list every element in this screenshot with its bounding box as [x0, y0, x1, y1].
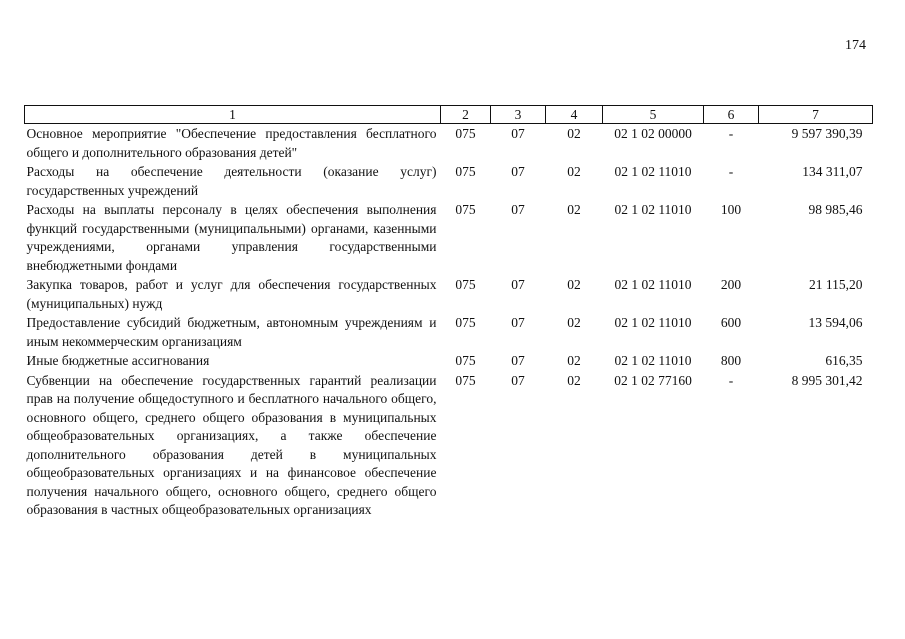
header-col-3: 3: [491, 106, 546, 124]
row-vr: 200: [720, 277, 742, 292]
row-rz: 07: [511, 277, 525, 292]
row-pr: 02: [567, 353, 581, 368]
table-row: [25, 162, 873, 200]
row-sum: 8 995 301,42: [791, 372, 863, 388]
table-row: [25, 275, 873, 313]
table-row: [25, 124, 873, 163]
row-rz: 07: [511, 353, 525, 368]
header-col-1: 1: [25, 106, 441, 124]
row-vr: -: [728, 164, 734, 179]
row-name: Субвенции на обеспечение государственных гарантий реализации прав на получение общедоступного и бесплатного начального общего, основного общего, среднего общего образования в муниципальных общеобразовательных организациях, а также обеспечение дополнительного образования детей в муниципальных общеобразовательных организациях и на финансовое обеспечение получения начального общего, основного общего, среднего общего образования в частных общеобразовательных организациях: [26, 372, 437, 517]
header-col-7: 7: [759, 106, 873, 124]
header-col-4: 4: [546, 106, 603, 124]
row-pr: 02: [567, 315, 581, 330]
row-name: Основное мероприятие "Обеспечение предоставления бесплатного общего и дополнительного образования детей": [26, 126, 437, 160]
row-name: Иные бюджетные ассигнования: [26, 353, 210, 368]
row-name: Закупка товаров, работ и услуг для обеспечения государственных (муниципальных) нужд: [26, 277, 437, 311]
table-row: [25, 371, 873, 520]
row-gr: 075: [455, 202, 476, 217]
row-pr: 02: [567, 164, 581, 179]
header-col-5: 5: [603, 106, 704, 124]
row-sum: 616,35: [825, 353, 863, 368]
row-rz: 07: [511, 126, 525, 141]
table-row: [25, 351, 873, 371]
header-col-2: 2: [441, 106, 491, 124]
row-sum: 21 115,20: [809, 277, 863, 292]
row-sum: 98 985,46: [808, 202, 863, 217]
row-gr: 075: [455, 277, 476, 292]
header-col-6: 6: [704, 106, 759, 124]
row-pr: 02: [567, 277, 581, 292]
table-row: [25, 313, 873, 351]
row-cs: 02 1 02 11010: [614, 202, 692, 217]
row-cs: 02 1 02 11010: [614, 277, 692, 292]
row-vr: 600: [720, 315, 742, 330]
row-cs: 02 1 02 11010: [614, 315, 692, 330]
header-row: [25, 106, 873, 124]
row-vr: -: [728, 372, 734, 388]
row-sum: 134 311,07: [802, 164, 863, 179]
row-gr: 075: [455, 372, 476, 388]
row-pr: 02: [567, 126, 581, 141]
row-cs: 02 1 02 11010: [614, 353, 692, 368]
row-gr: 075: [455, 164, 476, 179]
page-number: 174: [845, 38, 866, 53]
row-name: Расходы на обеспечение деятельности (оказание услуг) государственных учреждений: [26, 164, 437, 198]
row-vr: -: [728, 126, 734, 141]
row-cs: 02 1 02 11010: [614, 164, 692, 179]
row-pr: 02: [567, 372, 581, 388]
row-vr: 800: [720, 353, 742, 368]
row-name: Расходы на выплаты персоналу в целях обеспечения выполнения функций государственными (муниципальными) органами, казенными учреждениями, органами управления государственными внебюджетными фондами: [26, 202, 437, 273]
row-pr: 02: [567, 202, 581, 217]
row-gr: 075: [455, 315, 476, 330]
row-rz: 07: [511, 202, 525, 217]
row-cs: 02 1 02 77160: [614, 372, 692, 388]
row-name: Предоставление субсидий бюджетным, автономным учреждениям и иным некоммерческим организациям: [26, 315, 437, 349]
row-sum: 13 594,06: [808, 315, 863, 330]
row-sum: 9 597 390,39: [791, 126, 863, 141]
budget-table: [24, 105, 873, 520]
row-rz: 07: [511, 315, 525, 330]
row-rz: 07: [511, 164, 525, 179]
row-vr: 100: [720, 202, 742, 217]
table-row: [25, 200, 873, 275]
row-rz: 07: [511, 372, 525, 388]
row-gr: 075: [455, 353, 476, 368]
row-cs: 02 1 02 00000: [614, 126, 692, 141]
row-gr: 075: [455, 126, 476, 141]
